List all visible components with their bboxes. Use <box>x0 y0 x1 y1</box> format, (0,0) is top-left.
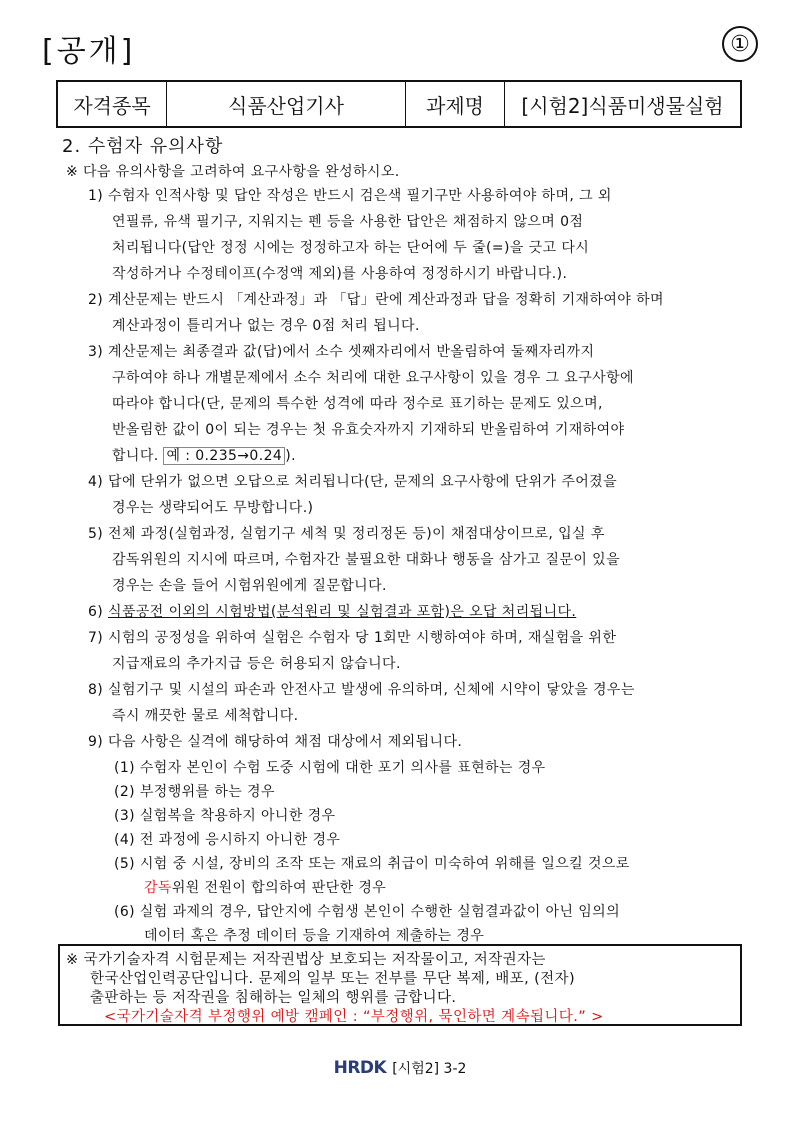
sub-item-1: (1) 수험자 본인이 수험 도중 시험에 대한 포기 의사를 표현하는 경우 <box>114 760 546 776</box>
item-1-line: 연필류, 유색 필기구, 지워지는 펜 등을 사용한 답안은 채점하지 않으며 0점 <box>112 214 584 230</box>
item-3-line: 따라야 합니다(단, 문제의 특수한 성격에 따라 정수로 표기하는 문제도 있으며, <box>112 396 603 412</box>
sub-item-4: (4) 전 과정에 응시하지 아니한 경우 <box>114 832 341 848</box>
sub-item-5-rest: 위원 전원이 합의하여 판단한 경우 <box>171 880 387 896</box>
campaign-text: <국가기술자격 부정행위 예방 캠페인 : “부정행위, 묵인하면 계속됩니다.” > <box>104 1009 604 1025</box>
sub-item-6-cont: 데이터 혹은 추정 데이터 등을 기재하여 제출하는 경우 <box>144 928 485 944</box>
item-3-last-line <box>112 445 296 465</box>
sub-item-5-cont <box>144 877 386 897</box>
item-8-line: 8) 실험기구 및 시설의 파손과 안전사고 발생에 유의하며, 신체에 시약이 닿았을 경우는 <box>88 682 635 698</box>
page-number: [시험2] 3-2 <box>392 1061 467 1077</box>
item-3-prefix: 합니다. <box>112 448 159 464</box>
hrdk-logo: HRDK <box>333 1058 387 1078</box>
rounding-example: 예 : 0.235→0.24 <box>163 447 285 465</box>
item-6-text: 식품공전 이외의 시험방법(분석원리 및 실험결과 포함)은 오답 처리됩니다. <box>108 604 577 620</box>
task-value: [시험2]식품미생물실험 <box>505 81 742 127</box>
sub-item-3: (3) 실험복을 착용하지 아니한 경우 <box>114 808 336 824</box>
item-5-line: 감독위원의 지시에 따르며, 수험자간 불필요한 대화나 행동을 삼가고 질문이 있을 <box>112 552 620 568</box>
item-7-line: 지급재료의 추가지급 등은 허용되지 않습니다. <box>112 656 401 672</box>
page-footer <box>0 1058 800 1078</box>
notice-line: 출판하는 등 저작권을 침해하는 일체의 행위를 금합니다. <box>90 990 457 1006</box>
sub-item-2: (2) 부정행위를 하는 경우 <box>114 784 275 800</box>
notice-line: ※ 국가기술자격 시험문제는 저작권법상 보호되는 저작물이고, 저작권자는 <box>66 952 546 968</box>
item-3-suffix: ). <box>285 448 296 464</box>
item-4-line: 4) 답에 단위가 없으면 오답으로 처리됩니다(단, 문제의 요구사항에 단위가 주어졌을 <box>88 474 618 490</box>
item-5-line: 5) 전체 과정(실험과정, 실험기구 세척 및 정리정돈 등)이 채점대상이므로, 입실 후 <box>88 526 605 542</box>
item-2-line: 2) 계산문제는 반드시 「계산과정」과 「답」란에 계산과정과 답을 정확히 기재하여야 하며 <box>88 292 664 308</box>
task-label: 과제명 <box>406 81 505 127</box>
item-5-line: 경우는 손을 들어 시험위원에게 질문합니다. <box>112 578 387 594</box>
disclosure-label: [공개] <box>42 34 136 69</box>
qualification-label: 자격종목 <box>57 81 167 127</box>
item-1-line: 작성하거나 수정테이프(수정액 제외)를 사용하여 정정하시기 바랍니다.). <box>112 266 568 282</box>
exam-info-table <box>56 80 742 128</box>
copyright-notice <box>58 944 742 1026</box>
section-title: 2. 수험자 유의사항 <box>62 136 224 157</box>
qualification-value: 식품산업기사 <box>167 81 406 127</box>
page-mark: ① <box>722 26 758 62</box>
item-3-line: 반올림한 값이 0이 되는 경우는 첫 유효숫자까지 기재하되 반올림하여 기재하여야 <box>112 422 625 438</box>
notice-line: 한국산업인력공단입니다. 문제의 일부 또는 전부를 무단 복제, 배포, (전자) <box>90 971 576 987</box>
item-9-line: 9) 다음 사항은 실격에 해당하여 채점 대상에서 제외됩니다. <box>88 734 463 750</box>
item-4-line: 경우는 생략되어도 무방합니다.) <box>112 500 314 516</box>
highlight-text: 감독 <box>144 880 172 896</box>
item-3-line: 3) 계산문제는 최종결과 값(답)에서 소수 셋째자리에서 반올림하여 둘째자리까지 <box>88 344 595 360</box>
item-6-line <box>88 601 576 621</box>
intro-text: ※ 다음 유의사항을 고려하여 요구사항을 완성하시오. <box>66 164 400 180</box>
item-6-number: 6) <box>88 604 104 620</box>
item-3-line: 구하여야 하나 개별문제에서 소수 처리에 대한 요구사항이 있을 경우 그 요구사항에 <box>112 370 634 386</box>
item-8-line: 즉시 깨끗한 물로 세척합니다. <box>112 708 299 724</box>
sub-item-5: (5) 시험 중 시설, 장비의 조작 또는 재료의 취급이 미숙하여 위해를 일으킬 것으로 <box>114 856 630 872</box>
item-1-line: 1) 수험자 인적사항 및 답안 작성은 반드시 검은색 필기구만 사용하여야 하며, 그 외 <box>88 188 612 204</box>
item-2-line: 계산과정이 틀리거나 없는 경우 0점 처리 됩니다. <box>112 318 420 334</box>
item-7-line: 7) 시험의 공정성을 위하여 실험은 수험자 당 1회만 시행하여야 하며, 재실험을 위한 <box>88 630 617 646</box>
item-1-line: 처리됩니다(답안 정정 시에는 정정하고자 하는 단어에 두 줄(=)을 긋고 다시 <box>112 240 590 256</box>
sub-item-6: (6) 실험 과제의 경우, 답안지에 수험생 본인이 수행한 실험결과값이 아닌 임의의 <box>114 904 621 920</box>
